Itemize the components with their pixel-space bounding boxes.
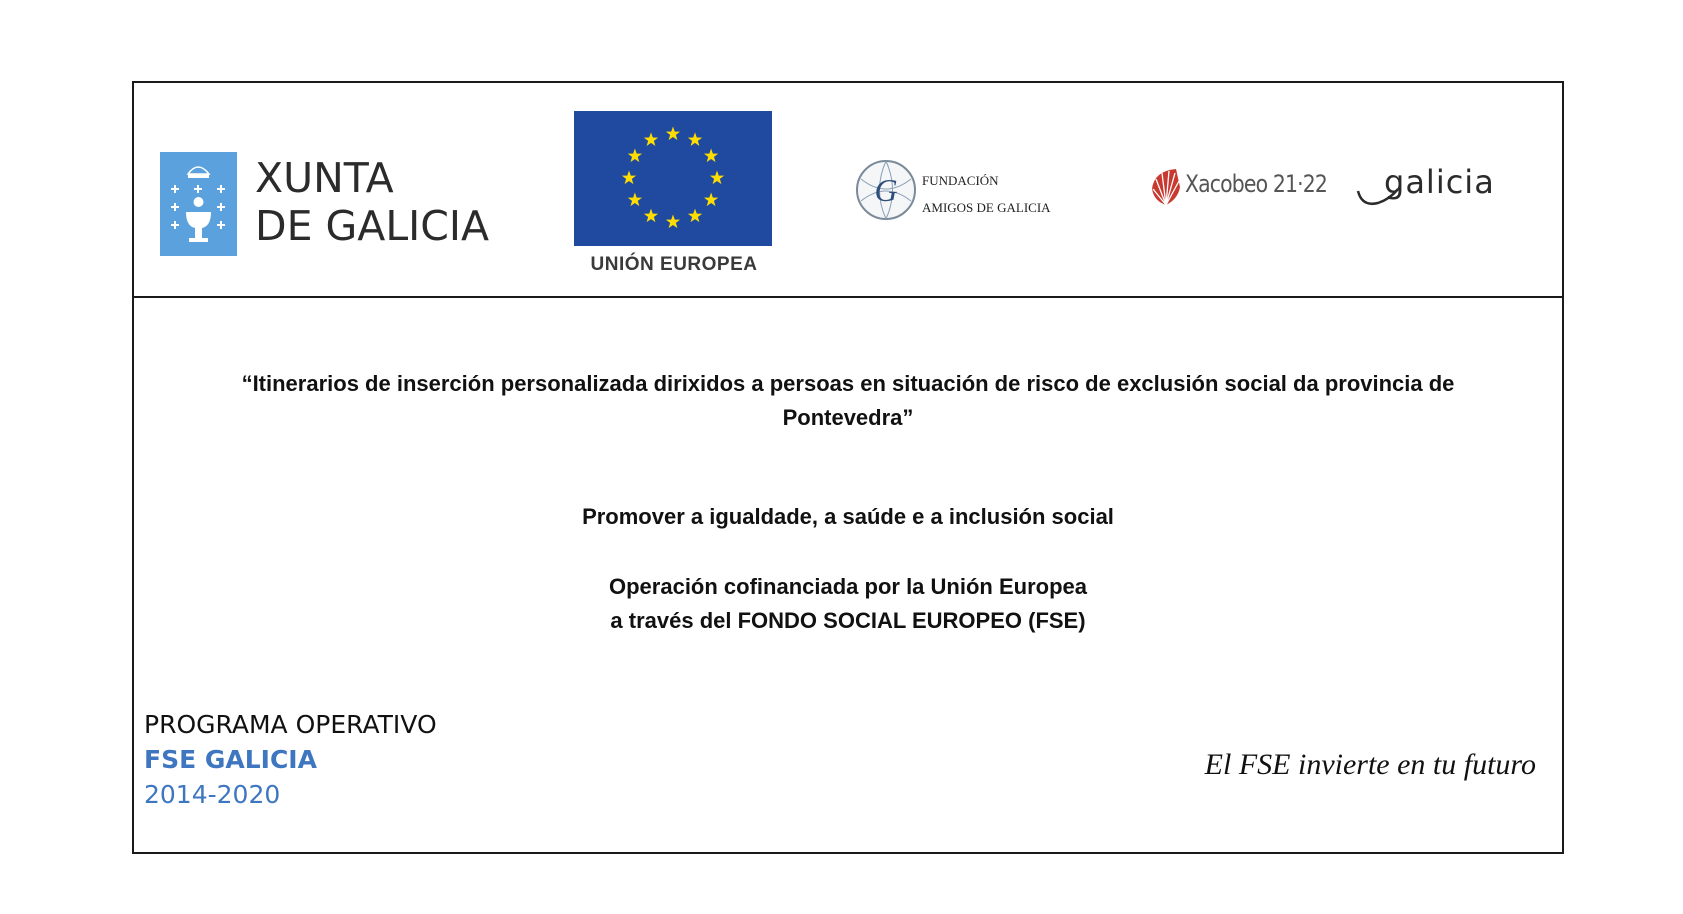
- fundacion-line2: AMIGOS DE GALICIA: [922, 200, 1051, 215]
- document-frame: [132, 81, 1564, 854]
- cofinancing-line1: Operación cofinanciada por la Unión Europea: [609, 574, 1087, 599]
- scallop-shell-icon: [1148, 165, 1182, 207]
- eu-logo: [574, 111, 774, 276]
- xunta-line1: XUNTA: [255, 154, 394, 202]
- eu-flag-icon: [574, 111, 772, 246]
- xunta-wordmark: [255, 154, 515, 250]
- fundacion-initial: G: [874, 172, 898, 208]
- eu-caption: UNIÓN EUROPEA: [590, 254, 758, 275]
- xunta-emblem-icon: [160, 152, 237, 256]
- programa-operativo: [144, 707, 437, 812]
- galicia-logo: [1356, 161, 1496, 211]
- fundacion-line1: FUNDACIÓN: [922, 173, 999, 188]
- programa-years: 2014-2020: [144, 780, 281, 809]
- fundacion-wordmark: [922, 167, 1062, 221]
- xacobeo-wordmark: Xacobeo 21·22: [1185, 170, 1327, 198]
- logo-band: [134, 83, 1562, 298]
- cofinancing-line2: a través del FONDO SOCIAL EUROPEO (FSE): [610, 608, 1086, 633]
- fundacion-globe-icon: [855, 159, 917, 221]
- fse-slogan: El FSE invierte en tu futuro: [1204, 748, 1536, 781]
- cofinancing-notice: [134, 570, 1562, 638]
- programa-label: PROGRAMA OPERATIVO: [144, 710, 437, 739]
- project-title: “Itinerarios de inserción personalizada dirixidos a persoas en situación de risco de exclusión social da provincia de Pontevedra”: [241, 371, 1455, 430]
- fse-galicia-label: FSE GALICIA: [144, 745, 317, 774]
- xunta-line2: DE GALICIA: [255, 202, 490, 250]
- galicia-wordmark: galicia: [1384, 163, 1495, 201]
- project-subtitle: Promover a igualdade, a saúde e a inclusión social: [582, 504, 1114, 529]
